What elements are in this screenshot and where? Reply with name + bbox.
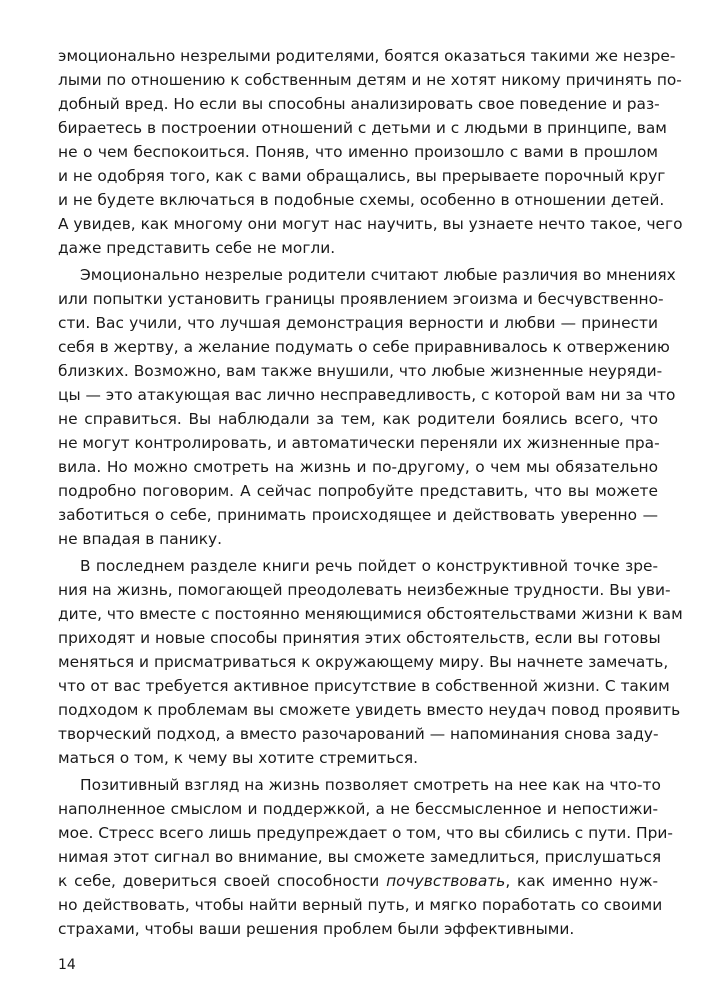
text-line-with-emphasis xyxy=(58,869,658,893)
text-line: мое. Стресс всего лишь предупреждает о том, что вы сбились с пути. При- xyxy=(58,824,673,842)
text-line: и не одобряя того, как с вами обращались, вы прерываете порочный круг xyxy=(58,167,666,185)
text-line: бираетесь в построении отношений с детьми и с людьми в принципе, вам xyxy=(58,119,667,137)
text-line: не справиться. Вы наблюдали за тем, как родители боялись всего, что xyxy=(58,410,658,428)
text-line: лыми по отношению к собственным детям и не хотят никому причинять по- xyxy=(58,71,682,89)
text-line: подходом к проблемам вы сможете увидеть вместо неудач повод проявить xyxy=(58,701,681,719)
text-line: вила. Но можно смотреть на жизнь и по-другому, о чем мы обязательно xyxy=(58,458,658,476)
page-number: 14 xyxy=(58,957,76,973)
text-line: или попытки установить границы проявлением эгоизма и бесчувственно- xyxy=(58,290,664,308)
text-line: добный вред. Но если вы способны анализировать свое поведение и раз- xyxy=(58,95,660,113)
text-line: заботиться о себе, принимать происходящее и действовать уверенно — xyxy=(58,506,658,524)
text-line: цы — это атакующая вас лично несправедливость, с которой вам ни за что xyxy=(58,386,676,404)
text-line: но действовать, чтобы найти верный путь, и мягко поработать со своими xyxy=(58,896,663,914)
text-line: не впадая в панику. xyxy=(58,530,223,548)
text-line: сти. Вас учили, что лучшая демонстрация верности и любви — принести xyxy=(58,314,658,332)
text-line: и не будете включаться в подобные схемы, особенно в отношении детей. xyxy=(58,191,665,209)
text-line: даже представить себе не могли. xyxy=(58,239,336,257)
text-line: подробно поговорим. А сейчас попробуйте представить, что вы можете xyxy=(58,482,658,500)
text-line: близких. Возможно, вам также внушили, что любые жизненные неуряди- xyxy=(58,362,663,380)
text-segment: к себе, довериться своей способности xyxy=(58,872,387,890)
text-line: не о чем беспокоиться. Поняв, что именно произошло с вами в прошлом xyxy=(58,143,658,161)
emphasized-word: почувствовать xyxy=(386,872,506,890)
text-line: приходят и новые способы принятия этих обстоятельств, если вы готовы xyxy=(58,629,661,647)
text-segment: , как именно нуж- xyxy=(505,872,658,890)
text-line: Позитивный взгляд на жизнь позволяет смотреть на нее как на что-то xyxy=(80,776,661,794)
text-line: творческий подход, а вместо разочарований — напоминания снова заду- xyxy=(58,725,659,743)
text-line: наполненное смыслом и поддержкой, а не бессмысленное и непостижи- xyxy=(58,800,658,818)
text-line: ния на жизнь, помогающей преодолевать неизбежные трудности. Вы уви- xyxy=(58,581,671,599)
text-line: В последнем разделе книги речь пойдет о конструктивной точке зре- xyxy=(80,557,658,575)
text-line: что от вас требуется активное присутствие в собственной жизни. С таким xyxy=(58,677,670,695)
text-line: эмоционально незрелыми родителями, боятся оказаться такими же незре- xyxy=(58,47,676,65)
text-line: дите, что вместе с постоянно меняющимися обстоятельствами жизни к вам xyxy=(58,605,683,623)
text-line: меняться и присматриваться к окружающему миру. Вы начнете замечать, xyxy=(58,653,669,671)
text-line: себя в жертву, а желание подумать о себе приравнивалось к отвержению xyxy=(58,338,670,356)
text-line: А увидев, как многому они могут нас научить, вы узнаете нечто такое, чего xyxy=(58,215,683,233)
text-line: Эмоционально незрелые родители считают любые различия во мнениях xyxy=(80,266,676,284)
text-line: не могут контролировать, и автоматически переняли их жизненные пра- xyxy=(58,434,660,452)
text-line: маться о том, к чему вы хотите стремиться. xyxy=(58,749,418,767)
text-line: страхами, чтобы ваши решения проблем были эффективными. xyxy=(58,920,575,938)
text-line: нимая этот сигнал во внимание, вы сможете замедлиться, прислушаться xyxy=(58,848,662,866)
